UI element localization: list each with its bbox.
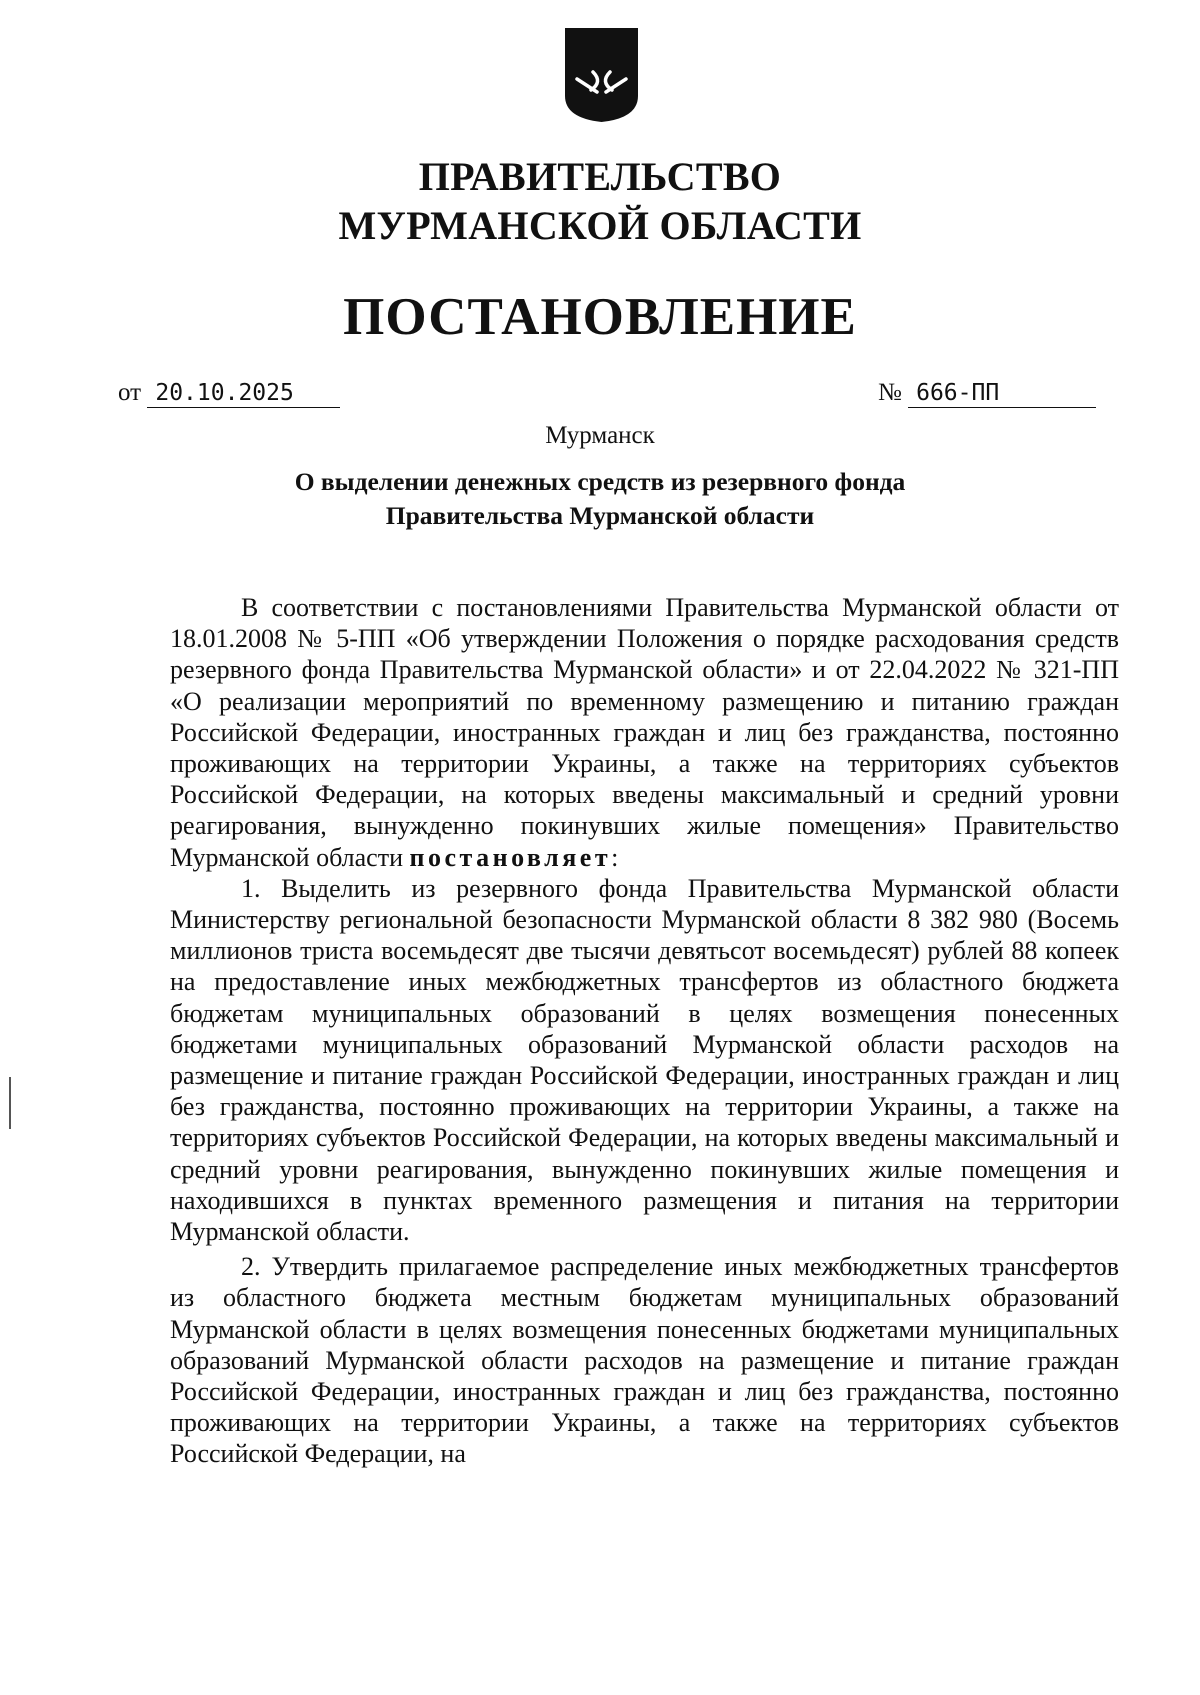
preamble-paragraph <box>170 592 1119 873</box>
document-date <box>118 376 340 410</box>
item-2-paragraph: 2. Утвердить прилагаемое распределение иных межбюджетных трансфертов из областного бюджета местным бюджетам муниципальных образований Мурманской области в целях возмещения понесенных бюджетами муниципальных образований Мурманской области расходов на размещение и питание граждан Российской Федерации, иностранных граждан и лиц без гражданства, постоянно проживающих на территории Украины, а также на территориях субъектов Российской Федерации, на <box>170 1252 1119 1469</box>
number-prefix: № <box>878 379 902 406</box>
preamble-text: В соответствии с постановлениями Правительства Мурманской области от 18.01.2008 № 5-ПП «Об утверждении Положения о порядке расходования средств резервного фонда Правительства Мурманской области» и от 22.04.2022 № 321-ПП «О реализации мероприятий по временному размещению и питанию граждан Российской Федерации, иностранных граждан и лиц без гражданства, постоянно проживающих на территории Украины, а также на территориях субъектов Российской Федерации, на которых введены максимальный и средний уровни реагирования, вынужденно покинувших жилые помещения» Правительство Мурманской области <box>170 593 1119 872</box>
date-prefix: от <box>118 379 142 406</box>
document-body <box>170 592 1119 1470</box>
document-type-title: ПОСТАНОВЛЕНИЕ <box>343 288 857 346</box>
number-value: 666-ПП <box>908 379 1096 408</box>
government-name-line-1: ПРАВИТЕЛЬСТВО <box>418 154 782 199</box>
document-number <box>878 376 1096 410</box>
decree-word: постановляет <box>409 842 612 872</box>
scan-margin-mark <box>9 1077 11 1129</box>
document-subject-line-2: Правительства Мурманской области <box>385 501 815 530</box>
decree-colon: : <box>611 842 619 872</box>
coat-of-arms-icon <box>563 26 640 124</box>
government-name-line-2: МУРМАНСКОЙ ОБЛАСТИ <box>338 203 862 248</box>
date-value: 20.10.2025 <box>147 379 340 408</box>
document-subject-line-1: О выделении денежных средств из резервного фонда <box>294 467 906 496</box>
document-city: Мурманск <box>545 422 655 449</box>
item-1-paragraph: 1. Выделить из резервного фонда Правительства Мурманской области Министерству региональной безопасности Мурманской области 8 382 980 (Восемь миллионов триста восемьдесят две тысячи девятьсот восемьдесят) рублей 88 копеек на предоставление иных межбюджетных трансфертов из областного бюджета бюджетам муниципальных образований в целях возмещения понесенных бюджетами муниципальных образований Мурманской области расходов на размещение и питание граждан Российской Федерации, иностранных граждан и лиц без гражданства, постоянно проживающих на территории Украины, а также на территориях субъектов Российской Федерации, на которых введены максимальный и средний уровни реагирования, вынужденно покинувших жилые помещения и находившихся в пунктах временного размещения и питания на территории Мурманской области. <box>170 873 1119 1247</box>
